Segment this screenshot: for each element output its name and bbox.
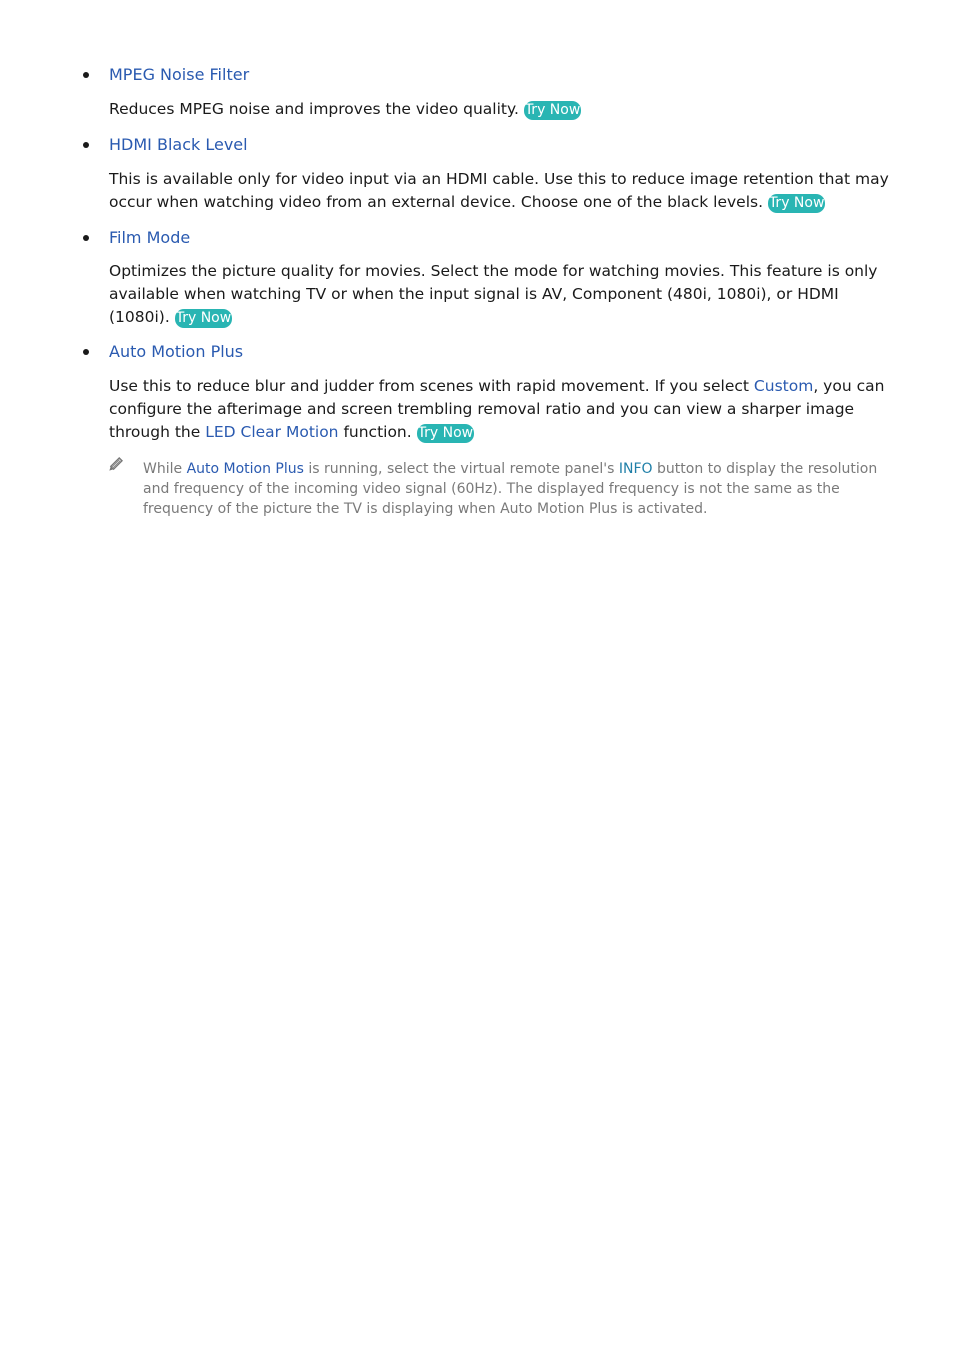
try-now-button[interactable]: Try Now [768,194,825,211]
item-heading[interactable]: Film Mode [109,228,191,247]
description-text: This is available only for video input via an HDMI cable. Use this to reduce image retention that may occur when watching video from an external device. Choose one of the black levels. [109,170,889,211]
item-description [109,98,889,121]
auto-motion-plus-label: Auto Motion Plus [186,461,304,477]
custom-option-label: Custom [753,377,814,395]
try-now-button[interactable]: Try Now [524,102,581,118]
item-description [109,375,889,443]
note-text-part: button to display the resolution and frequency of the incoming video signal (60Hz). The displayed frequency is not the same as the frequency of the picture the TV is displaying when Auto Motion Plus is activated. [143,461,878,517]
description-text: Reduces MPEG noise and improves the video quality. [109,100,519,118]
description-text: , you can configure the afterimage and screen trembling removal ratio and you can view a sharper image through the [109,377,885,441]
note-text-part: While [143,461,187,477]
led-clear-motion-label: LED Clear Motion [205,422,339,441]
try-now-button[interactable]: Try Now [417,424,474,441]
description-text: function. [338,422,412,441]
item-description [109,260,889,328]
bullet-icon [83,235,89,241]
item-description [109,168,889,214]
item-heading[interactable]: Auto Motion Plus [109,342,244,361]
try-now-button[interactable]: Try Now [175,309,232,326]
description-text: Optimizes the picture quality for movies. Select the mode for watching movies. This feature is only available when watching TV or when the input signal is AV, Component (480i, 1080i), or HDMI (1080i). [109,262,878,326]
bullet-icon [83,72,89,78]
info-button-label: INFO [618,461,653,477]
item-heading[interactable]: MPEG Noise Filter [109,65,250,84]
bullet-icon [83,349,89,355]
note-text [143,459,885,519]
item-heading[interactable]: HDMI Black Level [109,135,248,154]
note-text-part: is running, select the virtual remote panel's [303,461,619,477]
description-text: Use this to reduce blur and judder from scenes with rapid movement. If you select [109,377,754,395]
pencil-icon [106,456,124,474]
bullet-icon [83,142,89,148]
